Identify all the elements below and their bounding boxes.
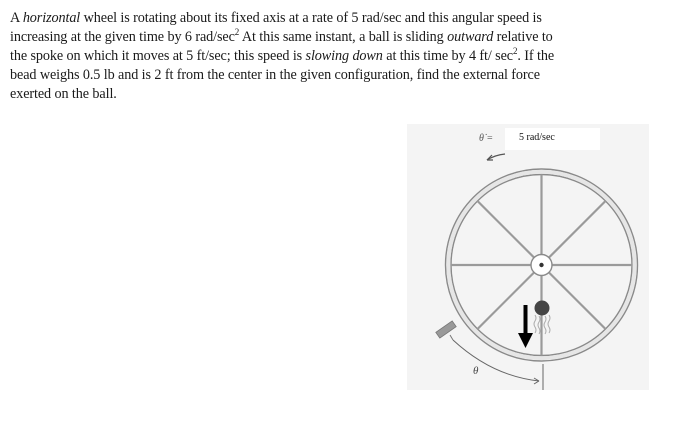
emphasis-slowing-down: slowing down xyxy=(305,48,383,64)
wheel-figure xyxy=(407,124,649,390)
rotation-arrow-icon xyxy=(487,154,505,160)
arrow-down-icon xyxy=(518,305,533,348)
problem-line-4: bead weighs 0.5 lb and is 2 ft from the center in the given configuration, find the external force xyxy=(10,67,540,83)
text-segment: wheel is rotating about its fixed axis at a rate of 5 rad/sec and this angular speed is xyxy=(80,10,542,26)
text-segment: . If the xyxy=(517,48,555,64)
text-segment: At this same instant, a ball is sliding xyxy=(239,29,448,45)
wheel-hub xyxy=(531,255,552,276)
reference-block xyxy=(436,321,456,340)
wheel-diagram xyxy=(407,124,649,390)
text-segment: at this time by 4 ft/ sec xyxy=(382,48,513,64)
problem-line-5: exerted on the ball. xyxy=(10,86,117,102)
superscript: 2 xyxy=(234,27,240,37)
text-segment: the spoke on which it moves at 5 ft/sec; this speed is xyxy=(10,48,306,64)
angular-rate-label-box xyxy=(505,128,600,150)
problem-statement xyxy=(10,9,682,104)
superscript: 2 xyxy=(512,46,518,56)
text-segment: increasing at the given time by 6 rad/sec xyxy=(10,29,235,45)
ball xyxy=(535,301,550,316)
text-segment: relative to xyxy=(493,29,553,45)
angular-rate-value: 5 rad/sec xyxy=(519,132,555,143)
emphasis-horizontal: horizontal xyxy=(22,10,81,26)
problem-line-2 xyxy=(10,28,682,47)
emphasis-outward: outward xyxy=(447,29,494,45)
theta-dot-label: θ̇ = xyxy=(479,133,494,144)
text-segment: A xyxy=(10,10,23,26)
problem-line-3 xyxy=(10,47,682,66)
problem-line-1 xyxy=(10,9,682,28)
theta-label: θ xyxy=(473,365,479,377)
